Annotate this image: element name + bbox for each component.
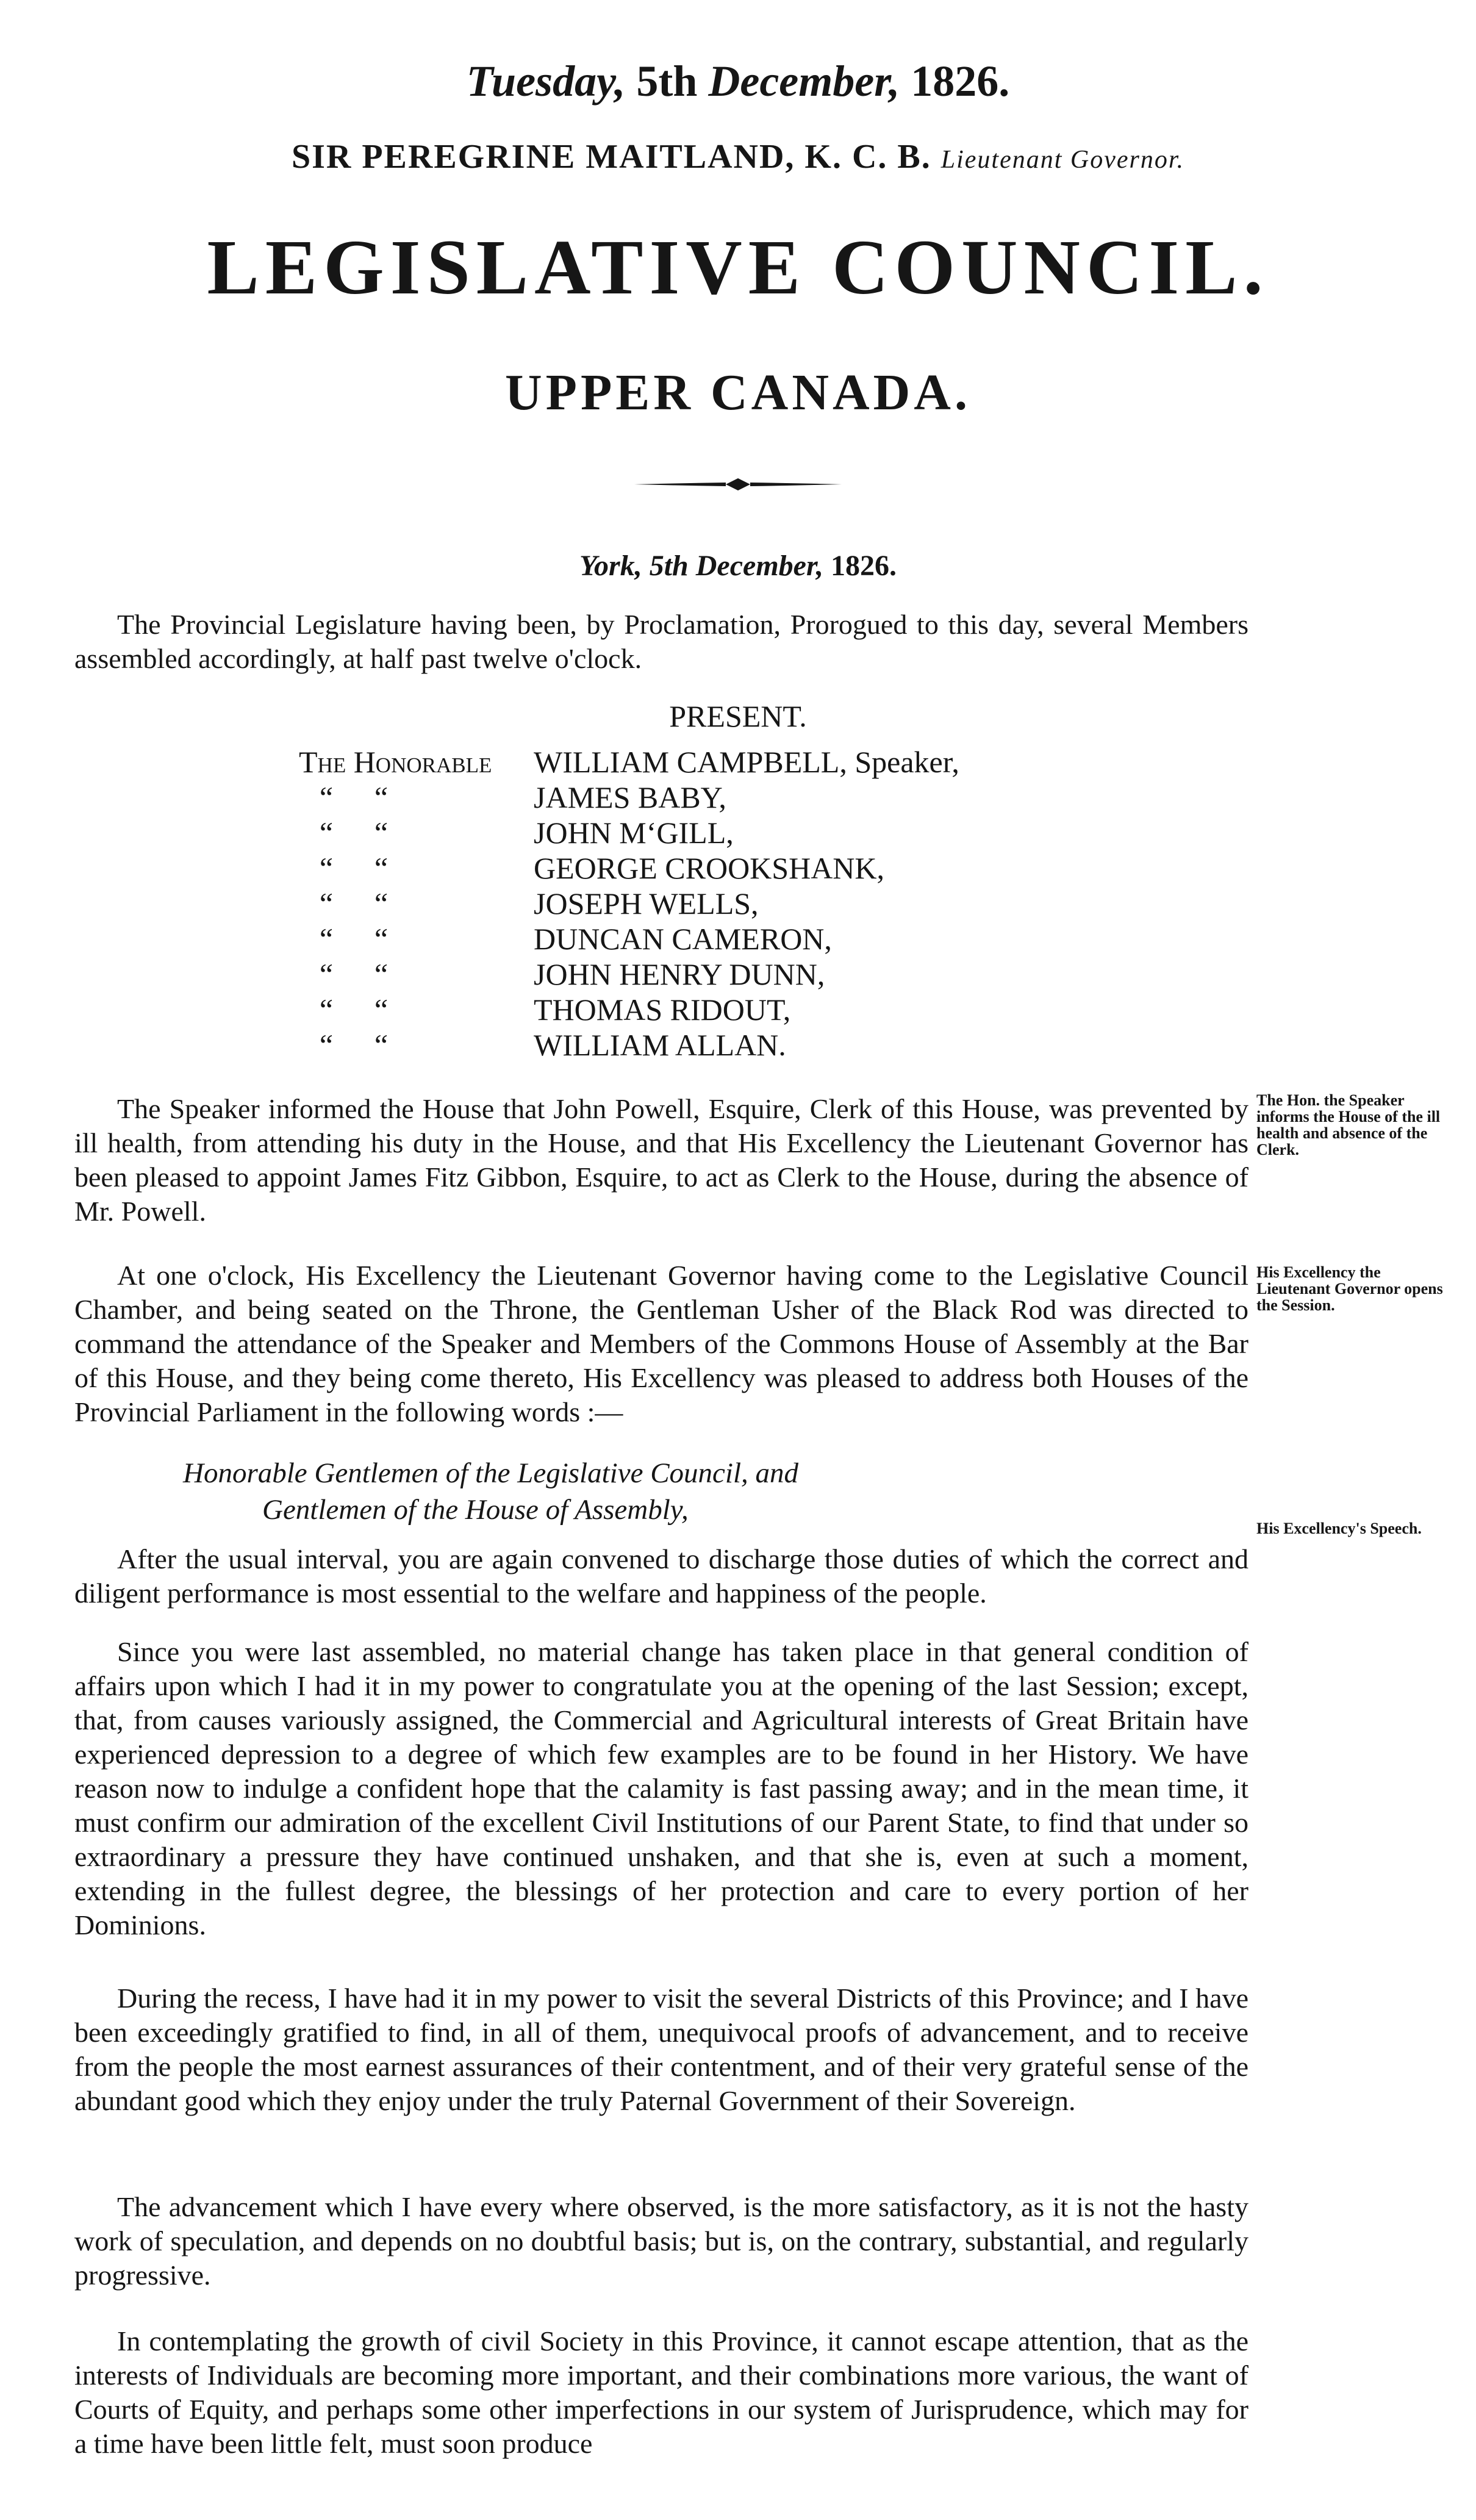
roster-row	[299, 780, 959, 815]
session-date-number: 5th	[636, 57, 698, 106]
member-name: THOMAS RIDOUT,	[534, 993, 791, 1027]
place-date-line	[0, 549, 1476, 583]
margin-note: His Excellency's Speech.	[1256, 1520, 1422, 1537]
ditto-mark: “	[319, 922, 334, 956]
ditto-mark: “	[374, 993, 389, 1027]
session-month: December,	[708, 57, 900, 106]
address-line-1: Honorable Gentlemen of the Legislative Council, and	[183, 1457, 799, 1489]
document-subtitle: UPPER CANADA.	[505, 364, 971, 421]
member-name: WILLIAM CAMPBELL, Speaker,	[534, 745, 959, 779]
ditto-mark: “	[374, 886, 389, 921]
present-heading: PRESENT.	[669, 699, 807, 733]
ditto-mark: “	[374, 957, 389, 991]
member-name: JOHN M‘GILL,	[534, 816, 734, 850]
roster-row	[299, 815, 959, 850]
roster-prefix: The Honorable	[299, 745, 492, 779]
ditto-mark: “	[319, 1028, 334, 1062]
place-day: 5th	[649, 550, 689, 582]
place-year: 1826.	[830, 550, 897, 582]
speech-paragraph: After the usual interval, you are again convened to discharge those duties of which the correct and diligent performance is most essential to the welfare and happiness of the people.	[74, 1543, 1249, 1609]
ornamental-divider	[634, 477, 842, 492]
speech-paragraph: Since you were last assembled, no material change has taken place in that general condition of affairs upon which I had it in my power to congratulate you at the opening of the last Session; except, that, from causes variously assigned, the Commercial and Agricultural interests of Great Britain have experienced depression to a degree of which few examples are to be found in her History. We have reason now to indulge a confident hope that the calamity is fast passing away; and in the mean time, it must confirm our admiration of the excellent Civil Institutions of our Parent State, to find that under so extraordinary a pressure they have continued unshaken, and that she is, even at such a moment, extending in the fullest degree, the blessings of her protection and care to every portion of her Dominions.	[74, 1636, 1249, 1940]
session-year: 1826.	[911, 57, 1010, 106]
ditto-mark: “	[374, 816, 389, 850]
opening-paragraph: The Provincial Legislature having been, by Proclamation, Prorogued to this day, several Members assembled accordingly, at half past twelve o'clock.	[74, 609, 1249, 674]
ditto-mark: “	[319, 851, 334, 885]
ditto-mark: “	[374, 1028, 389, 1062]
ditto-mark: “	[319, 816, 334, 850]
member-name: JOHN HENRY DUNN,	[534, 957, 825, 991]
ditto-mark: “	[374, 851, 389, 885]
governor-name: SIR PEREGRINE MAITLAND, K. C. B.	[291, 138, 931, 176]
ditto-mark: “	[319, 780, 334, 814]
place-month: December,	[695, 550, 823, 582]
speech-paragraph: In contemplating the growth of civil Society in this Province, it cannot escape attention, that as the interests of Individuals are becoming more important, and their combinations more various, the want of Courts of Equity, and perhaps some other imperfections in our system of Jurisprudence, which may for a time have been little felt, must soon produce	[74, 2325, 1249, 2459]
margin-note: The Hon. the Speaker informs the House of the ill health and absence of the Clerk.	[1256, 1091, 1441, 1158]
roster-row	[299, 957, 959, 992]
session-date-heading	[0, 56, 1476, 107]
margin-note: His Excellency the Lieutenant Governor opens the Session.	[1256, 1263, 1443, 1314]
roster-row	[299, 921, 959, 957]
speech-paragraph: During the recess, I have had it in my power to visit the several Districts of this Province; and I have been exceedingly gratified to find, in all of them, unequivocal proofs of advancement, and to receive from the people the most earnest assurances of their contentment, and of their very grateful sense of the abundant good which they enjoy under the truly Paternal Government of their Sovereign.	[74, 1983, 1249, 2116]
session-paragraph: At one o'clock, His Excellency the Lieutenant Governor having come to the Legislative Council Chamber, and being seated on the Throne, the Gentleman Usher of the Black Rod was directed to command the attendance of the Speaker and Members of the Commons House of Assembly at the Bar of this House, and they being come thereto, His Excellency was pleased to address both Houses of the Provincial Parliament in the following words :—	[74, 1260, 1249, 1427]
ditto-mark: “	[319, 993, 334, 1027]
member-name: WILLIAM ALLAN.	[534, 1028, 786, 1062]
governor-line	[0, 137, 1476, 176]
member-name: DUNCAN CAMERON,	[534, 922, 832, 956]
roster-row	[299, 744, 959, 780]
member-name: JOSEPH WELLS,	[534, 886, 759, 921]
session-day: Tuesday,	[466, 57, 626, 106]
member-name: JAMES BABY,	[534, 780, 726, 814]
ditto-mark: “	[319, 886, 334, 921]
member-name: GEORGE CROOKSHANK,	[534, 851, 885, 885]
place: York,	[579, 550, 642, 582]
roster-row	[299, 886, 959, 921]
roster-row	[299, 850, 959, 886]
roster-row	[299, 992, 959, 1027]
address-line-2: Gentlemen of the House of Assembly,	[262, 1494, 689, 1526]
ditto-mark: “	[319, 957, 334, 991]
roster-row	[299, 1027, 959, 1063]
governor-title: Lieutenant Governor.	[940, 146, 1185, 174]
ditto-mark: “	[374, 922, 389, 956]
members-roster	[299, 744, 959, 1063]
clerk-paragraph: The Speaker informed the House that John Powell, Esquire, Clerk of this House, was prevented by ill health, from attending his duty in the House, and that His Excellency the Lieutenant Governor has been pleased to appoint James Fitz Gibbon, Esquire, to act as Clerk to the House, during the absence of Mr. Powell.	[74, 1093, 1249, 1227]
ditto-mark: “	[374, 780, 389, 814]
speech-paragraph: The advancement which I have every where observed, is the more satisfactory, as it is not the hasty work of speculation, and depends on no doubtful basis; but is, on the contrary, substantial, and regularly progressive.	[74, 2191, 1249, 2291]
document-title: LEGISLATIVE COUNCIL.	[207, 224, 1269, 311]
